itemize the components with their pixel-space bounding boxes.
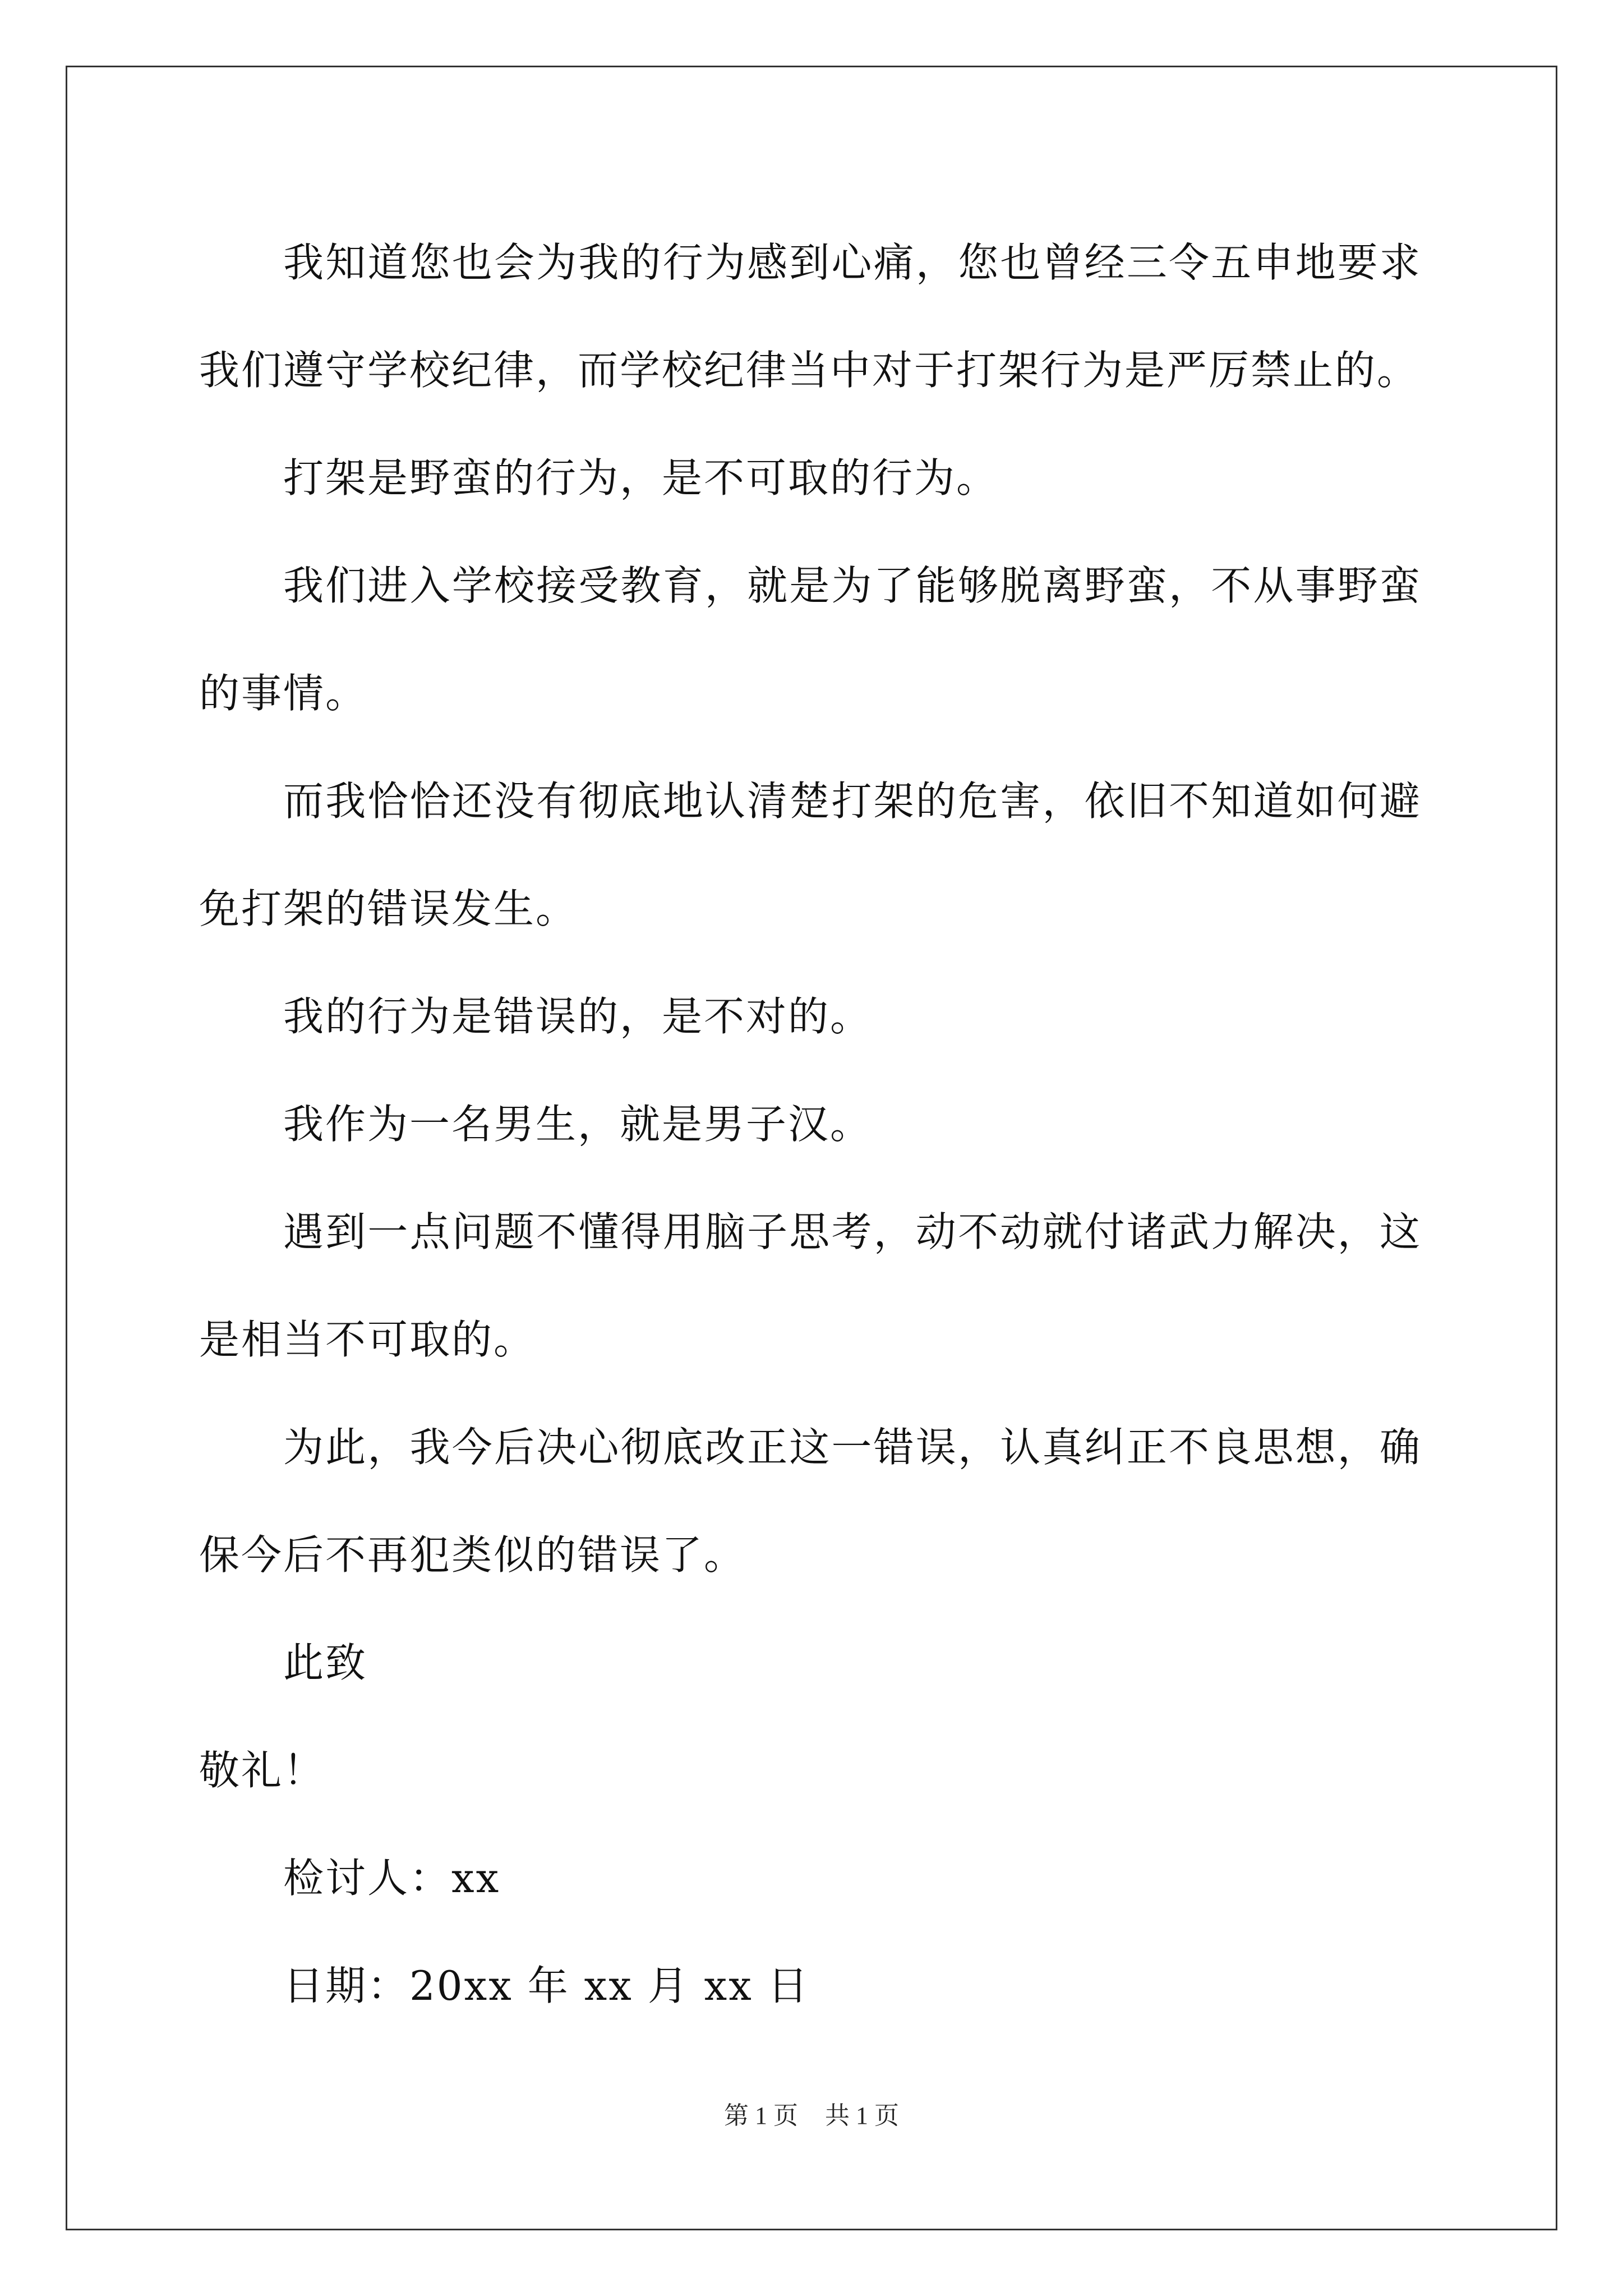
closing-regards: 敬礼！ bbox=[199, 1747, 326, 1794]
paragraph: 我知道您也会为我的行为感到心痛，您也曾经三令五申地要求我们遵守学校纪律，而学校纪律当中对于打架行为是严厉禁止的。 bbox=[199, 239, 1422, 394]
page-total: 共 1 页 bbox=[825, 2102, 899, 2129]
paragraph: 我们进入学校接受教育，就是为了能够脱离野蛮，不从事野蛮的事情。 bbox=[199, 562, 1422, 717]
paragraph: 打架是野蛮的行为，是不可取的行为。 bbox=[283, 454, 999, 501]
page-number: 第 1 页 bbox=[724, 2102, 798, 2129]
page-footer bbox=[0, 2095, 1623, 2131]
paragraph: 遇到一点问题不懂得用脑子思考，动不动就付诸武力解决，这是相当不可取的。 bbox=[199, 1208, 1422, 1363]
paragraph: 我作为一名男生，就是男子汉。 bbox=[283, 1101, 873, 1148]
paragraph: 我的行为是错误的，是不对的。 bbox=[283, 993, 873, 1040]
letter-body bbox=[199, 209, 1422, 2040]
date-line: 日期：20xx 年 xx 月 xx 日 bbox=[283, 1962, 810, 2009]
closing-salutation: 此致 bbox=[283, 1639, 368, 1686]
paragraph: 为此，我今后决心彻底改正这一错误，认真纠正不良思想，确保今后不再犯类似的错误了。 bbox=[199, 1424, 1422, 1579]
paragraph: 而我恰恰还没有彻底地认清楚打架的危害，依旧不知道如何避免打架的错误发生。 bbox=[199, 777, 1422, 932]
signature-line: 检讨人：xx bbox=[283, 1855, 501, 1902]
